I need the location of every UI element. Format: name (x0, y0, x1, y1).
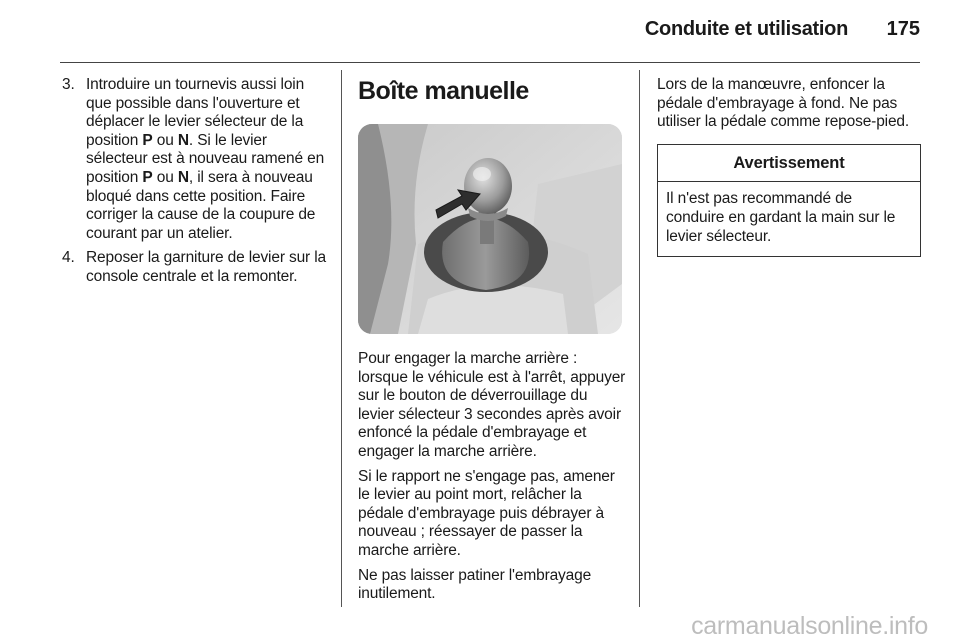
column-right (657, 76, 921, 257)
running-header-title: Conduite et utilisation (644, 18, 848, 40)
step-text: Reposer la garniture de levier sur la console centrale et la remonter. (86, 249, 326, 285)
warning-title: Avertissement (658, 145, 920, 183)
paragraph: Si le rapport ne s'engage pas, amener le levier au point mort, relâcher la pédale d'embrayage puis débrayer à nouveau ; réessayer de passer la marche arrière. (358, 467, 615, 559)
step-number: 3. (62, 76, 75, 93)
paragraph: Pour engager la marche arrière : lorsque le véhicule est à l'arrêt, appuyer sur le bouton de déverrouillage du levier sélecteur 3 secondes après avoir enfoncé la pédale d'embrayage et engager la marche arrière. (358, 350, 626, 460)
section-title: Boîte manuelle (358, 77, 529, 105)
paragraph: Lors de la manœuvre, enfoncer la pédale d'embrayage à fond. Ne pas utiliser la pédale comme repose-pied. (657, 76, 910, 131)
warning-text: Il n'est pas recommandé de conduire en gardant la main sur le levier sélecteur. (666, 190, 896, 245)
page-number: 175 (886, 18, 920, 40)
column-left (62, 76, 330, 293)
warning-box (657, 144, 921, 257)
column-middle (358, 76, 626, 610)
header-divider (60, 62, 920, 63)
step-4 (62, 249, 330, 286)
paragraph: Ne pas laisser patiner l'embrayage inutilement. (358, 566, 592, 603)
column-divider-right (639, 70, 640, 607)
step-number: 4. (62, 249, 75, 267)
gear-lever-photo (358, 124, 622, 334)
step-text: Introduire un tournevis aussi loin que possible dans l'ouverture et déplacer le levier sélecteur de la position P ou N. Si le levier sélecteur est à nouveau ramené en position P ou N, il sera à nouveau bloqué dans cette position. Faire corriger la cause de la coupure de courant par un atelier. (86, 76, 325, 242)
column-divider-left (341, 70, 342, 607)
step-3 (62, 76, 330, 243)
watermark: carmanualsonline.info (691, 612, 928, 640)
